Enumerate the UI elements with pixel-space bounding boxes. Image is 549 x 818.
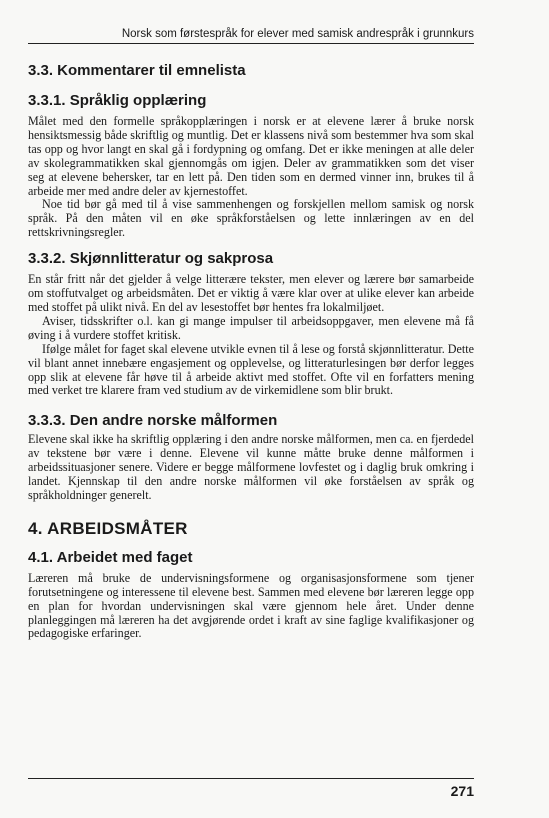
page-number: 271 xyxy=(28,778,474,799)
chapter-4-heading: 4. ARBEIDSMÅTER xyxy=(28,518,188,538)
section-3-3-1-paragraph-2: Noe tid bør gå med til å vise sammenhengen og forskjellen mellom samisk og norsk språk. På den måten vil en øke språkforståelsen og lette innlæringen av en del rettskrivningsregler. xyxy=(28,197,474,240)
section-3-3-1-heading: 3.3.1. Språklig opplæring xyxy=(28,92,207,109)
section-3-3-2-paragraph-1: En står fritt når det gjelder å velge litterære tekster, men elever og lærere bør samarbeide om stoffutvalget og arbeidsmåten. Det er viktig å være klar over at ulike elever kan arbeide med stoffet på ulikt nivå. En del av lesestoffet bør hentes fra lokalmiljøet. xyxy=(28,272,474,314)
section-3-3-2-heading: 3.3.2. Skjønnlitteratur og sakprosa xyxy=(28,250,274,268)
section-3-3-1-paragraph-1: Målet med den formelle språkopplæringen i norsk er at elevene lærer å bruke norsk hensiktsmessig både skriftlig og muntlig. Det er klassens nivå som bestemmer hva som skal tas opp og hvor langt en skal gå i fordypning og omfang. Det er ikke meningen at alle deler av skolegrammatikken skal gjennomgås om igjen. Deler av grammatikken som det viser seg at elevene behersker, tar en lett på. Den tiden som en dermed vinner inn, brukes til å arbeide mer med andre deler av kjernestoffet. xyxy=(28,114,474,198)
running-head: Norsk som førstespråk for elever med samisk andrespråk i grunnkurs xyxy=(28,28,474,44)
section-4-1-paragraph-1: Læreren må bruke de undervisningsformene og organisasjonsformene som tjener forutsetningene og interessene til elevene best. Sammen med elevene bør læreren legge opp en plan for hvordan undervisningen skal være gjennom hele året. Under denne planleggingen må læreren ha det avgjørende ordet i kraft av sine faglige kvalifikasjoner og pedagogiske erfaringer. xyxy=(28,570,474,641)
section-3-3-heading: 3.3. Kommentarer til emnelista xyxy=(28,62,246,79)
section-3-3-2-paragraph-2: Aviser, tidsskrifter o.l. kan gi mange impulser til arbeidsoppgaver, men elevene må få øving i å vurdere stoffet kritisk. xyxy=(28,313,474,342)
section-3-3-3-paragraph-1: Elevene skal ikke ha skriftlig opplæring i den andre norske målformen, men ca. en fjerdedel av tekstene bør være i denne. Elevene vil kunne måtte bruke denne målformen i arbeidssituasjoner senere. Videre er begge målformene lovfestet og i daglig bruk omkring i landet. Kjennskap til den andre norske målformen vil øke forståelsen av språk og språkholdninger generelt. xyxy=(28,432,474,502)
page xyxy=(28,28,474,641)
section-3-3-3-heading: 3.3.3. Den andre norske målformen xyxy=(28,412,278,430)
section-3-3-2-paragraph-3: Ifølge målet for faget skal elevene utvikle evnen til å lese og forstå skjønnlitteratur. Dette vil blant annet innebære engasjement og opplevelse, og litteraturlesingen bør derfor legges opp slik at elevene får høve til å arbeide aktivt med stoffet. Ofte vil en forfatters mening med verket tre klarere fram ved studium av de virkemidlene som blir brukt. xyxy=(28,341,474,398)
section-4-1-heading: 4.1. Arbeidet med faget xyxy=(28,548,193,566)
